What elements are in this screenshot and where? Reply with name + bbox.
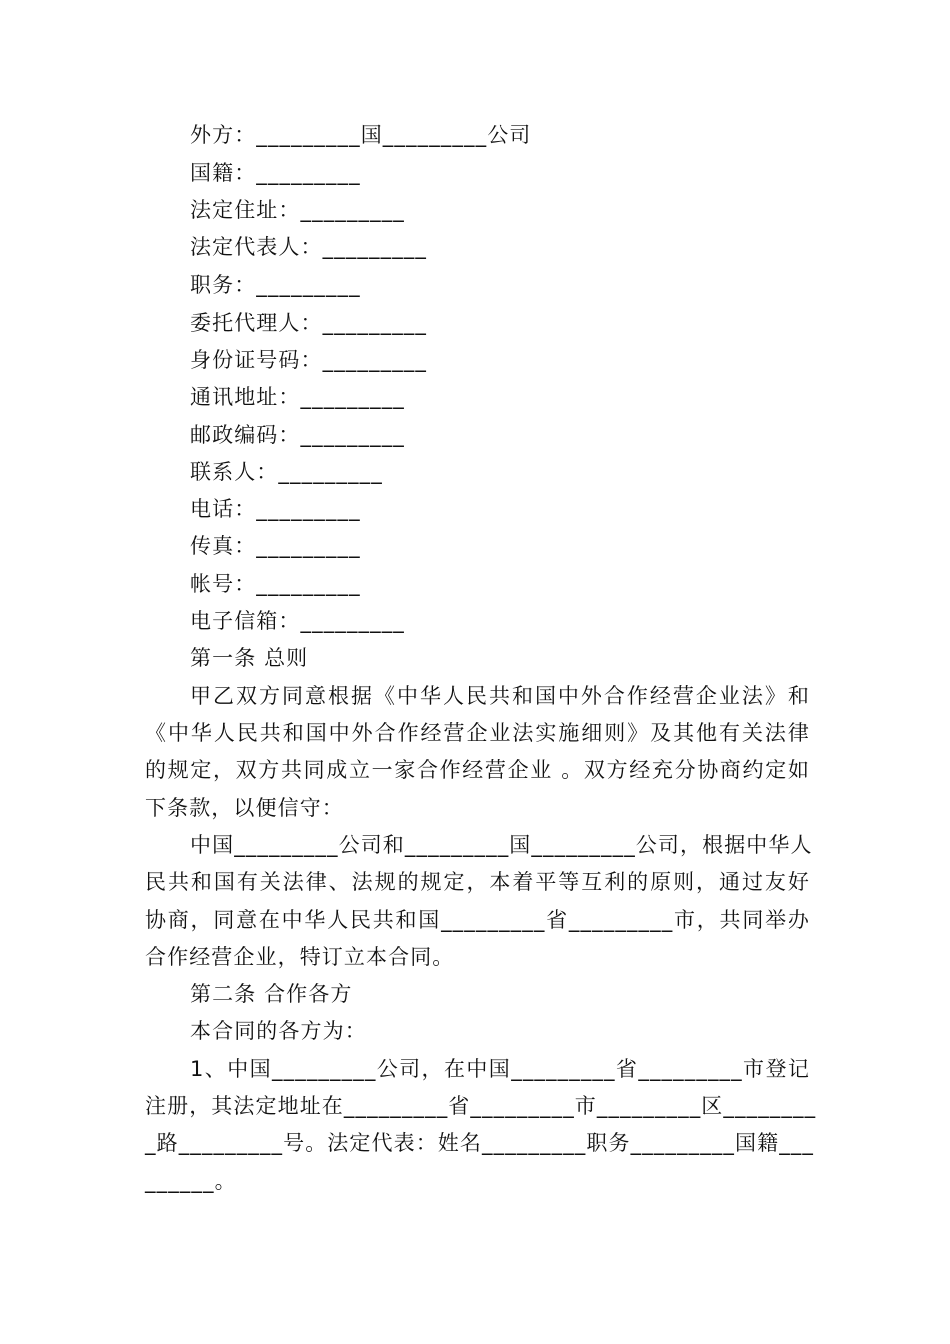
mailing-address-line: 通讯地址：_________ xyxy=(190,385,405,409)
paragraph-line: 合作经营企业，特订立本合同。 xyxy=(145,945,455,969)
article-2-heading: 第二条 合作各方 xyxy=(190,982,353,1006)
paragraph-line: _路_________号。法定代表：姓名_________职务_________国籍___ xyxy=(145,1131,814,1155)
paragraph-line: 的规定，双方共同成立一家合作经营企业 。双方经充分协商约定如 xyxy=(145,758,810,782)
fax-line: 传真：_________ xyxy=(190,534,361,558)
foreign-party-line: 外方：_________国_________公司 xyxy=(190,123,532,147)
paragraph-line: 1、中国_________公司，在中国_________省_________市登记 xyxy=(190,1057,810,1081)
paragraph-line: 下条款，以便信守： xyxy=(145,796,344,820)
legal-representative-line: 法定代表人：_________ xyxy=(190,235,427,259)
paragraph-line: 民共和国有关法律、法规的规定，本着平等互利的原则，通过友好 xyxy=(145,870,810,894)
email-line: 电子信箱：_________ xyxy=(190,609,405,633)
id-number-line: 身份证号码：_________ xyxy=(190,348,427,372)
paragraph-line: ______。 xyxy=(145,1169,237,1193)
agent-line: 委托代理人：_________ xyxy=(190,311,427,335)
paragraph-line: 中国_________公司和_________国_________公司，根据中华人 xyxy=(190,833,813,857)
paragraph-line: 甲乙双方同意根据《中华人民共和国中外合作经营企业法》和 xyxy=(190,684,810,708)
phone-line: 电话：_________ xyxy=(190,497,361,521)
paragraph-line: 《中华人民共和国中外合作经营企业法实施细则》及其他有关法律 xyxy=(145,721,810,745)
nationality-line: 国籍：_________ xyxy=(190,161,361,185)
legal-address-line: 法定住址：_________ xyxy=(190,198,405,222)
postal-code-line: 邮政编码：_________ xyxy=(190,423,405,447)
contact-line: 联系人：_________ xyxy=(190,460,383,484)
article-1-heading: 第一条 总则 xyxy=(190,646,309,670)
position-line: 职务：_________ xyxy=(190,273,361,297)
paragraph-line: 本合同的各方为： xyxy=(190,1019,367,1043)
account-line: 帐号：_________ xyxy=(190,572,361,596)
paragraph-line: 注册，其法定地址在_________省_________市_________区________ xyxy=(145,1094,817,1118)
paragraph-line: 协商，同意在中华人民共和国_________省_________市，共同举办 xyxy=(145,908,810,932)
